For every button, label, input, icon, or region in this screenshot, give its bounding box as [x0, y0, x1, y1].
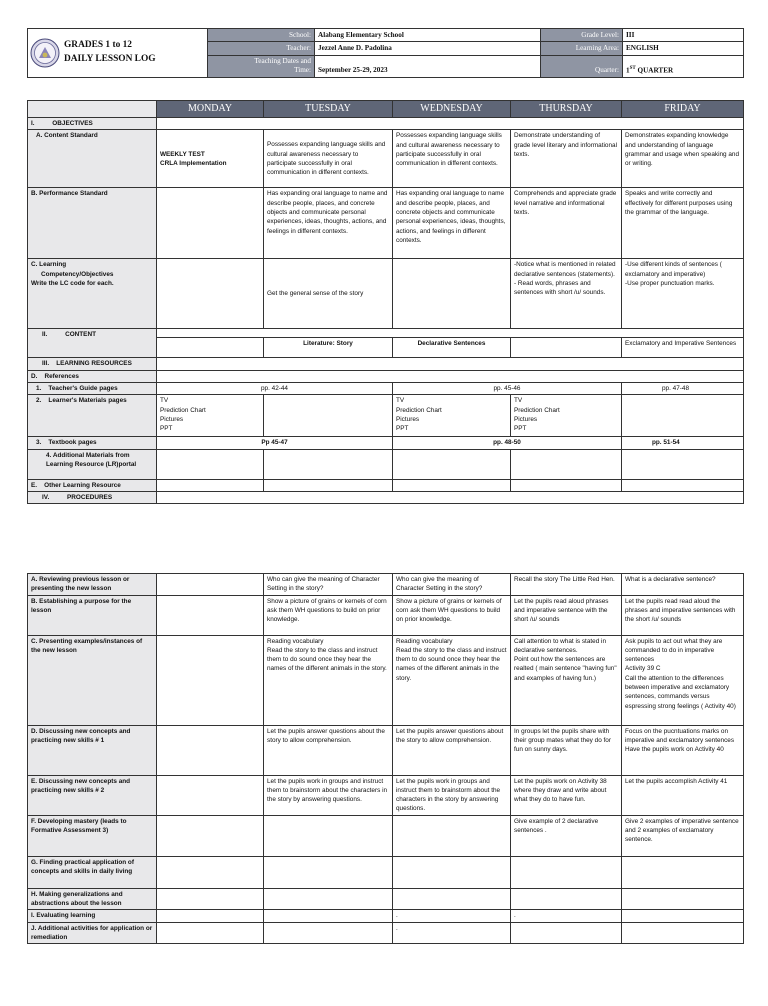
content-standard-thu: Demonstrate understanding of grade level literary and informational texts.	[511, 130, 622, 188]
procedures-heading: IV. PROCEDURES	[28, 491, 157, 503]
procedure-b-tue: Show a picture of grains or kernels of corn ask them WH questions to build on prior knowledge.	[264, 595, 393, 635]
procedure-d-thu: In groups let the pupils share with their group mates what they do for fun on sunny days.	[511, 725, 622, 775]
procedure-d-fri: Focus on the pucntuations marks on imperative and exclamatory sentences Have the pupils work on Activity 40	[622, 725, 744, 775]
teacher-value: Jezzel Anne D. Padolina	[315, 42, 541, 55]
dates-label	[208, 55, 315, 77]
procedure-h-label: H. Making generalizations and abstractions about the lesson	[28, 888, 157, 910]
performance-standard-tue: Has expanding oral language to name and describe people, places, and concrete objects and communicate personal experiences, ideas, thoughts, actions, and feelings in different contexts.	[264, 188, 393, 259]
competency-thu: -Notice what is mentioned in related declarative sentences (statements). - Read words, phrases and sentences with short /u/ sounds.	[511, 259, 622, 329]
procedure-i-wed: .	[393, 910, 511, 922]
monday-line2: CRLA Implementation	[160, 159, 227, 167]
textbook-tue: Pp 45-47	[157, 437, 393, 449]
content-tue: Literature: Story	[264, 338, 393, 358]
procedure-f-thu: Give example of 2 declarative sentences .	[511, 815, 622, 856]
procedure-i-label: I. Evaluating learning	[28, 910, 157, 922]
day-wednesday: WEDNESDAY	[393, 100, 511, 118]
monday-line1: WEEKLY TEST	[160, 150, 205, 158]
procedure-b-thu: Let the pupils read aloud phrases and imperative sentence with the short /u/ sounds	[511, 595, 622, 635]
procedure-a-label: A. Reviewing previous lesson or presenting the new lesson	[28, 574, 157, 596]
objectives-heading: I. OBJECTIVES	[28, 118, 157, 130]
teachers-guide-thu: pp. 47-48	[622, 382, 744, 394]
procedure-f-fri: Give 2 examples of imperative sentence and 2 examples of exclamatory sentence.	[622, 815, 744, 856]
quarter-value	[623, 55, 744, 77]
competency-label-line1: C. Learning	[31, 261, 67, 269]
procedure-c-fri: Ask pupils to act out what they are commanded to do in imperative sentences Activity 39 C Call the attention to the differences between imperative and exclamatory sentences, commands versus espressing strong feelings ( Activity 40)	[622, 635, 744, 725]
teachers-guide-wed: pp. 45-46	[393, 382, 622, 394]
procedure-a-wed: Who can give the meaning of Character Setting in the story?	[393, 574, 511, 596]
competency-label-line3: Write the LC code for each.	[31, 279, 114, 287]
quarter-number: 1	[626, 66, 630, 75]
teacher-label: Teacher:	[208, 42, 315, 55]
competency-fri: -Use different kinds of sentences ( exclamatory and imperative) -Use proper punctuation marks.	[622, 259, 744, 329]
procedure-c-tue: Reading vocabulary Read the story to the class and instruct them to do sound once they hear the names of the different animals in the story.	[264, 635, 393, 725]
procedure-g-label: G. Finding practical application of concepts and skills in daily living	[28, 856, 157, 888]
header-title-cell	[28, 29, 208, 78]
content-standard-label: A. Content Standard	[28, 130, 157, 188]
procedure-a-tue: Who can give the meaning of Character Setting in the story?	[264, 574, 393, 596]
header-title-line2: DAILY LESSON LOG	[64, 53, 156, 64]
textbook-thu: pp. 51-54	[622, 437, 744, 449]
procedure-d-wed: Let the pupils answer questions about the story to allow comprehension.	[393, 725, 511, 775]
content-fri: Exclamatory and Imperative Sentences	[622, 338, 744, 358]
school-value: Alabang Elementary School	[315, 29, 541, 42]
performance-standard-wed: Has expanding oral language to name and describe people, places, and concrete objects and communicate personal experiences, ideas, thoughts, actions, and feelings in different contexts.	[393, 188, 511, 259]
competency-label	[28, 259, 157, 329]
dates-label-line2: Time:	[294, 66, 311, 75]
textbook-wed: pp. 48-50	[393, 437, 622, 449]
procedure-e-tue: Let the pupils work in groups and instruct them to brainstorm about the characters in the story by answering questions.	[264, 775, 393, 815]
dates-value: September 25-29, 2023	[315, 55, 541, 77]
monday-weekly-test	[157, 130, 264, 188]
procedure-b-label: B. Establishing a purpose for the lesson	[28, 595, 157, 635]
references-label: D. References	[28, 370, 157, 382]
day-monday: MONDAY	[157, 100, 264, 118]
learning-resources-heading: III. LEARNING RESOURCES	[28, 358, 157, 370]
procedure-c-wed: Reading vocabulary Read the story to the class and instruct them to do sound once they hear the names of the different animals in the story.	[393, 635, 511, 725]
grade-label: Grade Level:	[541, 29, 623, 42]
procedure-j-wed: .	[393, 922, 511, 944]
area-label: Learning Area:	[541, 42, 623, 55]
procedure-d-tue: Let the pupils answer questions about the story to allow comprehension.	[264, 725, 393, 775]
dates-label-line1: Teaching Dates and	[254, 56, 311, 65]
performance-standard-thu: Comprehends and appreciate grade level narrative and informational texts.	[511, 188, 622, 259]
procedure-e-wed: Let the pupils work in groups and instruct them to brainstorm about the characters in the story by answering questions.	[393, 775, 511, 815]
content-standard-tue: Possesses expanding language skills and cultural awareness necessary to participate successfully in oral communication in different contexts.	[264, 130, 393, 188]
competency-tue: Get the general sense of the story	[264, 259, 393, 329]
procedure-b-fri: Let the pupils read read aloud the phrases and imperative sentences with the short /u/ sounds	[622, 595, 744, 635]
content-heading: II. CONTENT	[28, 329, 157, 358]
performance-standard-fri: Speaks and write correctly and effectively for different purposes using the grammar of the language.	[622, 188, 744, 259]
procedure-j-label: J. Additional activities for application or remediation	[28, 922, 157, 944]
quarter-word: QUARTER	[635, 66, 674, 75]
procedure-e-fri: Let the pupils accomplish Activity 41	[622, 775, 744, 815]
procedure-f-label: F. Developing mastery (leads to Formative Assessment 3)	[28, 815, 157, 856]
additional-materials-label: 4. Additional Materials from Learning Resource (LR)portal	[28, 449, 157, 479]
day-tuesday: TUESDAY	[264, 100, 393, 118]
other-resources-label: E. Other Learning Resource	[28, 479, 157, 491]
procedure-d-label: D. Discussing new concepts and practicing new skills # 1	[28, 725, 157, 775]
learners-materials-wed: TV Prediction Chart Pictures PPT	[393, 395, 511, 437]
procedure-c-label: C. Presenting examples/instances of the new lesson	[28, 635, 157, 725]
content-wed: Declarative Sentences	[393, 338, 511, 358]
grade-value: III	[623, 29, 744, 42]
procedure-i-thu: .	[511, 910, 622, 922]
procedure-e-thu: Let the pupils work on Activity 38 where they draw and write about what they do to have fun.	[511, 775, 622, 815]
school-label: School:	[208, 29, 315, 42]
quarter-label: Quarter:	[541, 55, 623, 77]
header-table	[27, 28, 744, 78]
quarter-suffix: ST	[629, 65, 636, 71]
performance-standard-label: B. Performance Standard	[28, 188, 157, 259]
procedure-b-wed: Show a picture of grains or kernels of corn ask them WH questions to build on prior knowledge.	[393, 595, 511, 635]
area-value: ENGLISH	[623, 42, 744, 55]
teachers-guide-label: 1. Teacher's Guide pages	[28, 382, 157, 394]
day-header-blank	[28, 100, 157, 118]
content-standard-fri: Demonstrates expanding knowledge and understanding of language grammar and usage when speaking and or writing.	[622, 130, 744, 188]
content-standard-wed: Possesses expanding language skills and cultural awareness necessary to participate successfully in oral communication in different contexts.	[393, 130, 511, 188]
header-title-line1: GRADES 1 to 12	[64, 40, 132, 51]
procedure-a-fri: What is a declarative sentence?	[622, 574, 744, 596]
procedure-e-label: E. Discussing new concepts and practicing new skills # 2	[28, 775, 157, 815]
learners-materials-mon: TV Prediction Chart Pictures PPT	[157, 395, 264, 437]
learners-materials-label: 2. Learner's Materials pages	[28, 395, 157, 437]
day-friday: FRIDAY	[622, 100, 744, 118]
procedures-table	[27, 573, 744, 944]
procedure-a-thu: Recall the story The Little Red Hen.	[511, 574, 622, 596]
lesson-log-page	[27, 28, 743, 944]
teachers-guide-tue: pp. 42-44	[157, 382, 393, 394]
deped-seal-icon	[30, 38, 60, 68]
day-thursday: THURSDAY	[511, 100, 622, 118]
competency-label-line2: Competency/Objectives	[41, 270, 114, 278]
objectives-table	[27, 100, 744, 504]
textbook-label: 3. Textbook pages	[28, 437, 157, 449]
procedure-c-thu: Call attention to what is stated in declarative sentences. Point out how the sentences are realted ( main sentence "having fun" and examples of having fun.)	[511, 635, 622, 725]
learners-materials-thu: TV Prediction Chart Pictures PPT	[511, 395, 622, 437]
